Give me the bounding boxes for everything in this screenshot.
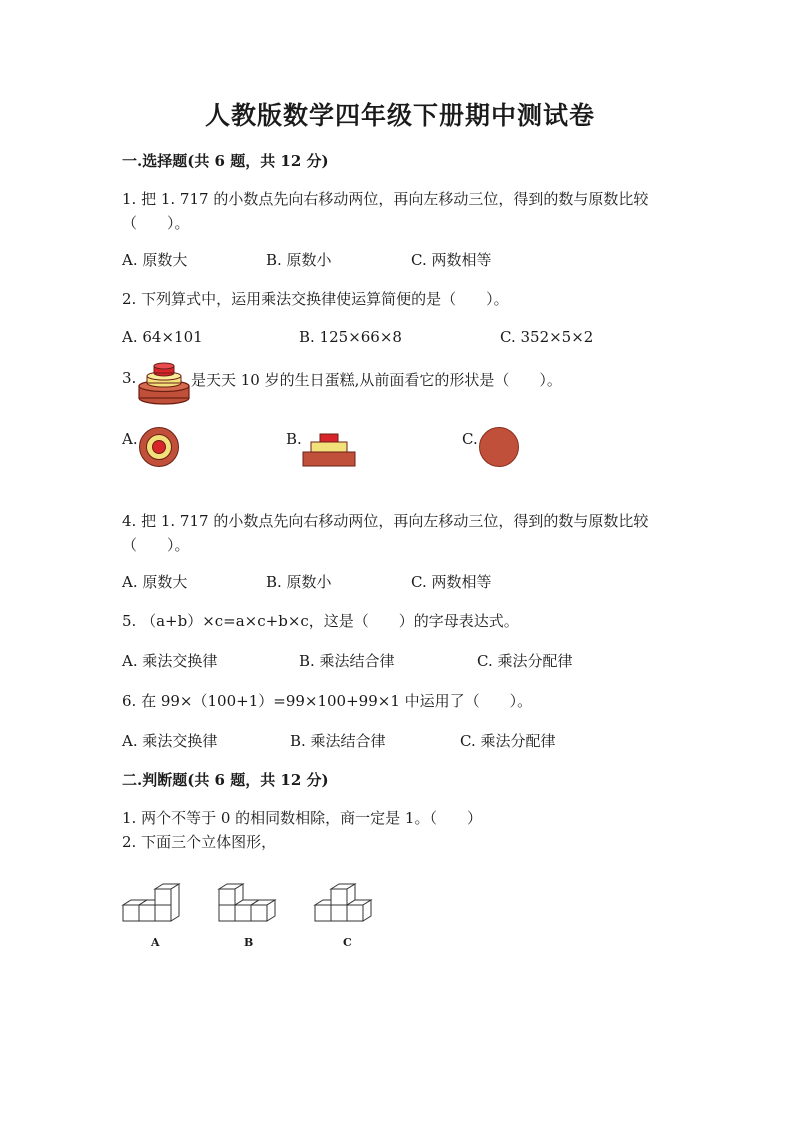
cube-label-b: B [244, 936, 254, 949]
question-6-option-a: A. 乘法交换律 [122, 732, 218, 750]
question-1-option-b: B. 原数小 [266, 251, 332, 269]
question-2-option-b: B. 125×66×8 [299, 328, 402, 346]
question-3-option-c: C. [462, 430, 478, 448]
option-a-circles-image [138, 426, 180, 468]
question-1-line1: 1. 把 1. 717 的小数点先向右移动两位，再向左移动三位，得到的数与原数比较 [122, 190, 649, 208]
option-b-stacked-rectangles-image [302, 432, 356, 468]
cube-label-c: C [343, 936, 352, 949]
cube-figure-a [118, 880, 188, 932]
section-heading-choice: 一.选择题(共 6 题，共 12 分) [122, 152, 329, 170]
cube-figure-b [214, 880, 284, 932]
question-5-option-a: A. 乘法交换律 [122, 652, 218, 670]
question-5-text: 5. （a+b）×c=a×c+b×c，这是（ ）的字母表达式。 [122, 612, 519, 630]
question-3-text: 是天天 10 岁的生日蛋糕,从前面看它的形状是（ ）。 [191, 371, 562, 389]
judgment-2-text: 2. 下面三个立体图形， [122, 833, 277, 851]
question-4-option-c: C. 两数相等 [411, 573, 492, 591]
question-1-option-a: A. 原数大 [122, 251, 188, 269]
option-c-circle-image [478, 426, 520, 468]
question-5-option-b: B. 乘法结合律 [299, 652, 395, 670]
judgment-1-text: 1. 两个不等于 0 的相同数相除，商一定是 1。（ ） [122, 809, 482, 827]
cake-image [136, 360, 192, 406]
question-6-option-c: C. 乘法分配律 [460, 732, 556, 750]
question-2-text: 2. 下列算式中，运用乘法交换律使运算简便的是（ ）。 [122, 290, 509, 308]
question-3-option-a: A. [122, 430, 138, 448]
question-6-option-b: B. 乘法结合律 [290, 732, 386, 750]
question-4-option-a: A. 原数大 [122, 573, 188, 591]
question-4-option-b: B. 原数小 [266, 573, 332, 591]
cube-figure-c [310, 880, 380, 932]
question-1-line2: （ ）。 [122, 214, 190, 232]
question-2-option-a: A. 64×101 [122, 328, 203, 346]
question-2-option-c: C. 352×5×2 [500, 328, 594, 346]
question-4-line2: （ ）。 [122, 536, 190, 554]
question-5-option-c: C. 乘法分配律 [477, 652, 573, 670]
question-3-option-b: B. [286, 430, 302, 448]
question-3-number: 3. [122, 369, 137, 387]
question-1-option-c: C. 两数相等 [411, 251, 492, 269]
cube-label-a: A [151, 936, 160, 949]
page-title: 人教版数学四年级下册期中测试卷 [204, 101, 595, 130]
question-4-line1: 4. 把 1. 717 的小数点先向右移动两位，再向左移动三位，得到的数与原数比较 [122, 512, 649, 530]
section-heading-judgment: 二.判断题(共 6 题，共 12 分) [122, 771, 329, 789]
question-6-text: 6. 在 99×（100+1）=99×100+99×1 中运用了（ ）。 [122, 692, 533, 710]
